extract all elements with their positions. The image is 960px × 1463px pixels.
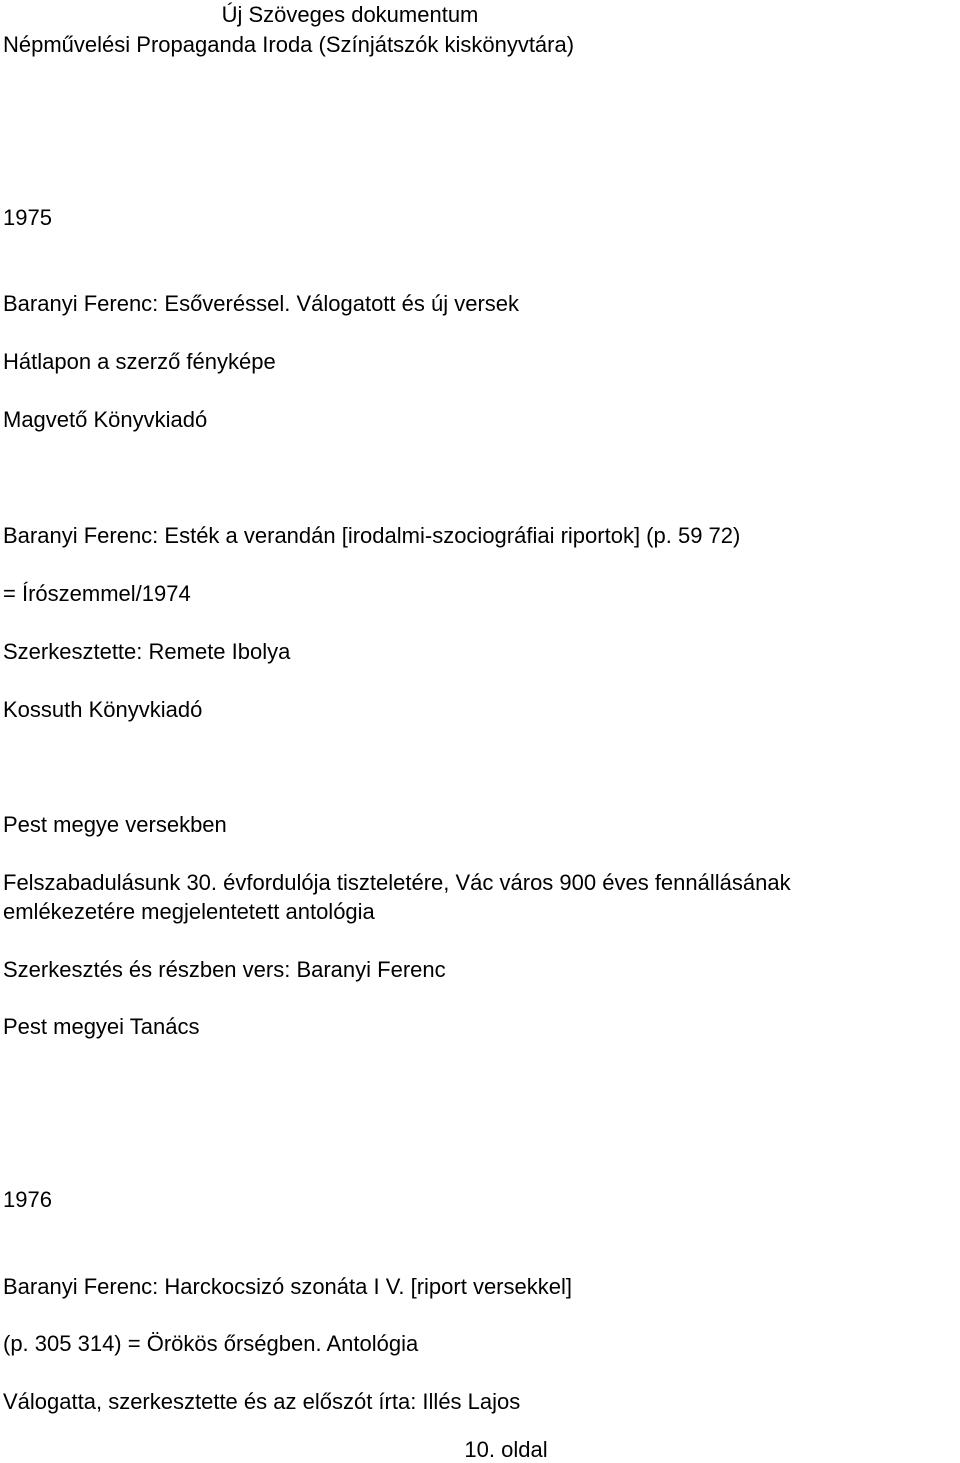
entry-line: Baranyi Ferenc: Esőveréssel. Válogatott és új versek	[3, 291, 520, 316]
entry-line: Pest megyei Tanács	[3, 1014, 200, 1039]
year-heading: 1975	[3, 205, 52, 230]
page-number: 10. oldal	[464, 1437, 548, 1462]
entry-line: Pest megye versekben	[3, 812, 227, 837]
entry-line: Magvető Könyvkiadó	[3, 407, 208, 432]
entry-line: (p. 305 314) = Örökös őrségben. Antológia	[3, 1331, 419, 1356]
entry-line: Szerkesztés és részben vers: Baranyi Ferenc	[3, 957, 446, 982]
entry-line: emlékezetére megjelentetett antológia	[3, 899, 375, 924]
entry-line: Hátlapon a szerző fényképe	[3, 349, 276, 374]
entry-line: Felszabadulásunk 30. évfordulója tiszteletére, Vác város 900 éves fennállásának	[3, 870, 791, 895]
entry-line: Baranyi Ferenc: Harckocsizó szonáta I V. [riport versekkel]	[3, 1274, 572, 1299]
entry-line: Baranyi Ferenc: Esték a verandán [irodalmi-szociográfiai riportok] (p. 59 72)	[3, 523, 741, 548]
entry-line: Szerkesztette: Remete Ibolya	[3, 639, 291, 664]
entry-line: = Írószemmel/1974	[3, 581, 191, 606]
year-heading: 1976	[3, 1187, 52, 1212]
entry-line: Kossuth Könyvkiadó	[3, 697, 203, 722]
document-title: Új Szöveges dokumentum	[221, 2, 479, 27]
document-subtitle: Népművelési Propaganda Iroda (Színjátszók kiskönyvtára)	[3, 32, 575, 57]
entry-line: Válogatta, szerkesztette és az előszót írta: Illés Lajos	[3, 1389, 521, 1414]
